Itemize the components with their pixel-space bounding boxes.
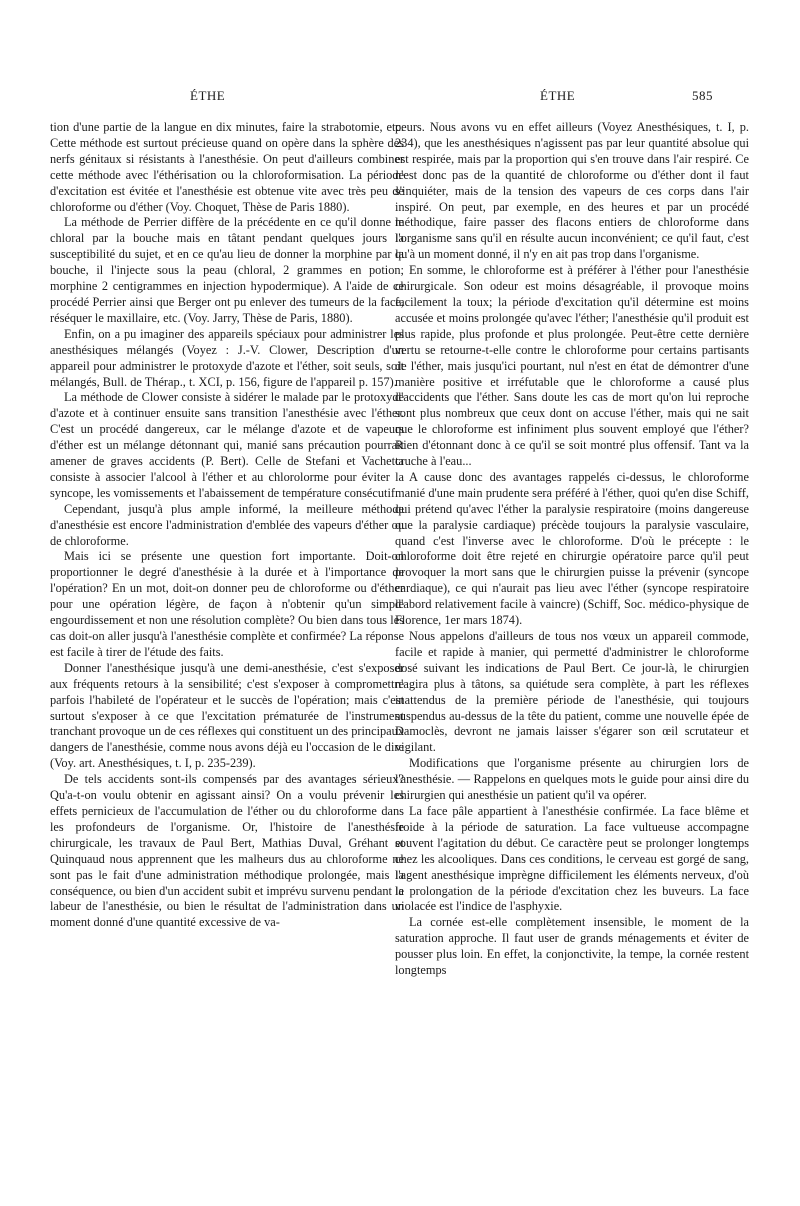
paragraph: Enfin, on a pu imaginer des appareils spéciaux pour administrer les anesthésiques mélangés (Voyez : J.-V. Clower, Description d'un appareil pour administrer le protoxyde d'azote et l'éther, soit seuls, soit mélangés, Bull. de Thérap., t. XCI, p. 156, figure de l'appareil p. 157). xyxy=(50,326,404,389)
page-number: 585 xyxy=(692,88,713,103)
header-right-title: ÉTHE xyxy=(540,88,576,103)
paragraph: La méthode de Perrier diffère de la précédente en ce qu'il donne le chloral par la bouche mais en tâtant pendant quelques jours la susceptibilité du sujet, et en ce qu'au lieu de donner la morphine par la bouche, il l'injecte sous la peau (chloral, 2 grammes en potion; morphine 2 centigrammes en injection hypodermique). A l'aide de ce procédé Perrier ainsi que Berger ont pu enlever des tumeurs de la face, réséquer le maxillaire, etc. (Voy. Jarry, Thèse de Paris, 1880). xyxy=(50,215,404,325)
paragraph: La méthode de Clower consiste à sidérer le malade par le protoxyde d'azote et à continuer ensuite sans transition l'anesthésie avec l'éther. C'est un procédé dangereux, car le mélange d'azote et de vapeurs d'éther est un mélange détonnant qui, manié sans précaution pourrait amener de graves accidents (P. Bert). Celle de Stefani et Vachetta consiste à associer l'alcool à l'éther et au chlorolorme pour éviter la syncope, les vomissements et l'abaissement de température consécutif. xyxy=(50,390,404,500)
right-column xyxy=(395,120,749,979)
paragraph: Cependant, jusqu'à plus ample informé, la meilleure méthode d'anesthésie est encore l'administration d'emblée des vapeurs d'éther ou de chloroforme. xyxy=(50,501,404,548)
paragraph: De tels accidents sont-ils compensés par des avantages sérieux? Qu'a-t-on voulu obtenir en agissant ainsi? On a voulu prévenir les effets pernicieux de l'accumulation de l'éther ou du chloroforme dans les profondeurs de l'organisme. Or, l'histoire de l'anesthésie chirurgicale, les travaux de Paul Bert, Mathias Duval, Gréhant et Quinquaud nous apprennent que les malheurs dus au chloroforme ne sont pas le fait d'une administration méthodique prolongée, mais la conséquence, ou bien d'un accident subit et imprévu survenu pendant le labeur de l'anesthésie, ou bien le résultat de l'administration dans un moment donné d'une quantité excessive de va- xyxy=(50,772,404,930)
paragraph: Nous appelons d'ailleurs de tous nos vœux un appareil commode, facile et rapide à manier, qui permetté d'administrer le chloroforme dosé suivant les indications de Paul Bert. Ce jour-là, le chirurgien n'agira plus à tâtons, sa quiétude sera complète, à part les réflexes inattendus de la première période de l'anesthésie, qui toujours suspendus au-dessus de la tête du patient, comme une nouvelle épée de Damoclès, devront ne jamais laisser s'égarer son œil scrutateur et vigilant. xyxy=(395,629,749,755)
left-column xyxy=(50,120,404,931)
paragraph: peurs. Nous avons vu en effet ailleurs (Voyez Anesthésiques, t. I, p. 234), que les anesthésiques n'agissent pas par leur quantité absolue qui est respirée, mais par la proportion qui s'en trouve dans l'air respiré. Ce n'est donc pas de la quantité de chloroforme ou d'éther dont il faut s'inquiéter, mais de la tension des vapeurs de ces corps dans l'air inspiré. On peut, par exemple, en des heures et par un procédé méthodique, faire passer des flacons entiers de chloroforme dans l'organisme sans qu'il en résulte aucun inconvénient; ce qu'il faut, c'est qu'à un moment donné, il n'y en ait pas trop dans l'organisme. xyxy=(395,120,749,262)
running-header xyxy=(0,88,800,110)
paragraph: tion d'une partie de la langue en dix minutes, faire la strabotomie, etc. Cette méthode est surtout précieuse quand on opère dans la sphère des nerfs génitaux si résistants à l'anesthésie. On peut d'ailleurs combiner cette méthode avec l'éthérisation ou la chloroformisation. La période d'excitation est évitée et l'anesthésie est obtenue vite avec très peu de chloroforme ou d'éther (Voy. Choquet, Thèse de Paris 1880). xyxy=(50,120,404,214)
header-left-title: ÉTHE xyxy=(190,88,226,103)
paragraph: Donner l'anesthésique jusqu'à une demi-anesthésie, c'est s'exposer aux fréquents retours à la sensibilité; c'est s'exposer à compromettre parfois l'habileté de l'opérateur et le succès de l'opération; mais c'est surtout s'exposer à ce que l'excitation prématurée de l'instrument tranchant provoque un de ces réflexes qui constituent un des principaux dangers de l'anesthésie, comme nous avons déjà eu l'occasion de le dire (Voy. art. Anesthésiques, t. I, p. 235-239). xyxy=(50,660,404,771)
paragraph: En somme, le chloroforme est à préférer à l'éther pour l'anesthésie chirurgicale. Son odeur est moins désagréable, il provoque moins facilement la toux; la période d'excitation qu'il détermine est moins accusée et moins prolongée qu'avec l'éther; l'anesthésie qu'il produit est plus rapide, plus profonde et plus prolongée. Peut-être cette dernière vertu se retourne-t-elle contre le chloroforme pour certains partisants de l'éther, mais jusqu'ici pourtant, nul n'est en état de démontrer d'une manière positive et irréfutable que le chloroforme a causé plus d'accidents que l'éther. Sans doute les cas de mort qu'on lui reproche sont plus nombreux que ceux dont on accuse l'éther, mais qui ne sait que le chloroforme est infiniment plus souvent employé que l'éther? Rien d'étonnant donc à ce qu'il se soit montré plus offensif. Tant va la cruche à l'eau... xyxy=(395,263,749,469)
paragraph: A cause donc des avantages rappelés ci-dessus, le chloroforme manié d'une main prudente sera préféré à l'éther, quoi qu'en dise Schiff, qui prétend qu'avec l'éther la paralysie respiratoire (moins dangereuse que la paralysie cardiaque) précède toujours la paralysie vasculaire, quand c'est l'inverse avec le chloroforme. D'où le précepte : le chloroforme doit être rejeté en chirurgie opératoire parce qu'il peut provoquer la mort sans que le chirurgien puisse la prévenir (syncope cardiaque), ce qui n'aurait pas lieu avec l'éther (syncope respiratoire d'abord relativement facile à vaincre) (Schiff, Soc. médico-physique de Florence, 1er mars 1874). xyxy=(395,469,749,628)
section-heading-paragraph: Modifications que l'organisme présente au chirurgien lors de l'anesthésie. — Rappelons en quelques mots le guide pour ainsi dire du chirurgien qui anesthésie un patient qu'il va opérer. xyxy=(395,756,749,803)
paragraph: La face pâle appartient à l'anesthésie confirmée. La face blême et froide à la période de saturation. La face vultueuse accompagne souvent l'agitation du début. Ce caractère peut se prolonger longtemps chez les alcooliques. Dans ces conditions, le cerveau est gorgé de sang, l'agent anesthésique imprègne difficilement les éléments nerveux, d'où la prolongation de la période d'excitation chez les buveurs. La face violacée est l'indice de l'asphyxie. xyxy=(395,803,749,914)
paragraph: La cornée est-elle complètement insensible, le moment de la saturation approche. Il faut user de grands ménagements et éviter de pousser plus loin. En effet, la conjonctivite, la tempe, la cornée restent longtemps xyxy=(395,915,749,978)
paragraph: Mais ici se présente une question fort importante. Doit-on proportionner le degré d'anesthésie à la durée et à l'importance de l'opération? En un mot, doit-on donner peu de chloroforme ou d'éther pour une opération légère, de façon à n'obtenir qu'un simple engourdissement et non une résolution complète? Ou bien dans tous les cas doit-on aller jusqu'à l'anesthésie complète et confirmée? La réponse est facile à tirer de l'étude des faits. xyxy=(50,549,404,659)
